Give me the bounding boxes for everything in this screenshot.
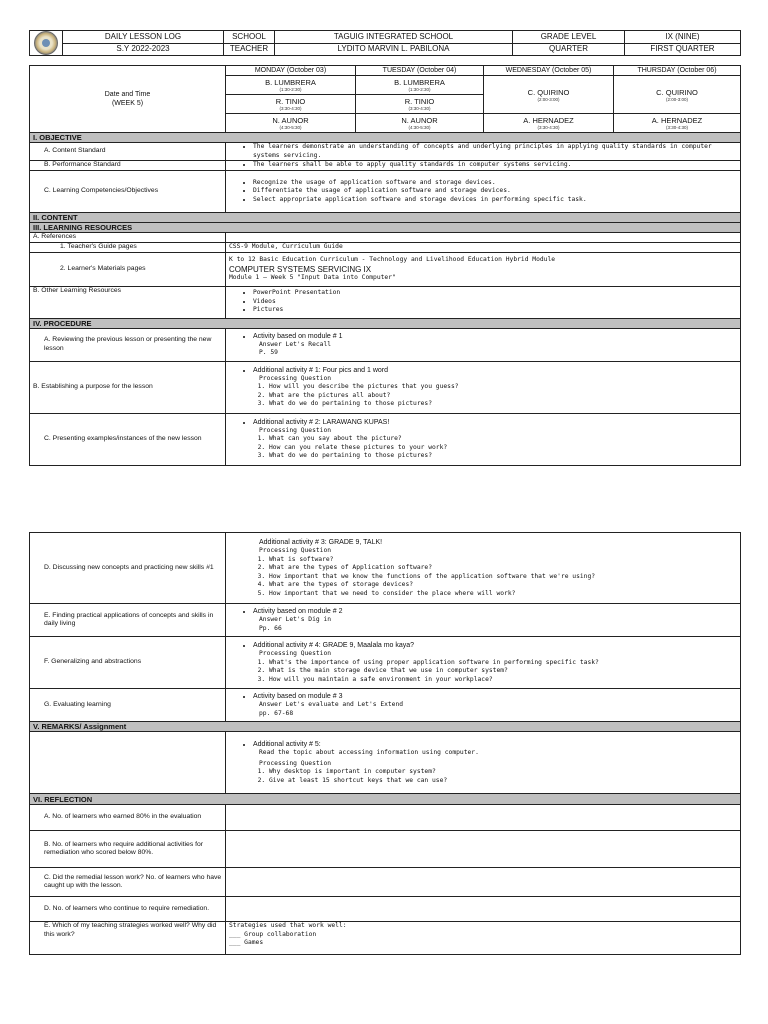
grade-label: GRADE LEVEL xyxy=(513,31,625,44)
header-table xyxy=(29,30,741,56)
list-item: • Activity based on module # 3 xyxy=(253,692,737,701)
list-item: 1. Why desktop is important in computer system? xyxy=(269,768,737,777)
section-name: B. LUMBRERA xyxy=(394,78,445,87)
remarks-heading: V. REMARKS/ Assignment xyxy=(30,722,741,732)
reflection-c-label: C. Did the remedial lesson work? No. of learners who have caught up with the lesson. xyxy=(30,868,226,897)
section-name: N. AUNOR xyxy=(401,116,438,125)
section-time: (3:30-4:30) xyxy=(537,125,560,130)
grade-value: IX (NINE) xyxy=(625,31,741,44)
reflection-b-label: B. No. of learners who require additional activities for remediation who scored below 80%. xyxy=(30,831,226,868)
school-logo-cell xyxy=(30,31,63,56)
references-value xyxy=(226,233,741,243)
teachers-guide-value: CSS-9 Module, Curriculum Guide xyxy=(226,242,741,252)
section-name: N. AUNOR xyxy=(272,116,309,125)
list-item: 3. What do we do pertaining to those pictures? xyxy=(269,452,737,461)
week-label: (WEEK 5) xyxy=(111,100,144,107)
line: Additional activity # 3: GRADE 9, TALK! xyxy=(259,539,383,546)
day-monday: MONDAY (October 03) xyxy=(226,66,356,76)
procedure-c-value xyxy=(226,413,741,465)
list-item: 1. How will you describe the pictures that you guess? xyxy=(269,383,737,392)
doc-title: DAILY LESSON LOG xyxy=(63,31,224,44)
procedure-d-value xyxy=(226,533,741,604)
list-item: 4. What are the types of storage devices? xyxy=(269,581,737,590)
line: Read the topic about accessing information using computer. xyxy=(259,749,479,756)
section-name: R. TINIO xyxy=(404,97,435,106)
procedure-f-value xyxy=(226,637,741,689)
procedure-g-label: G. Evaluating learning xyxy=(30,689,226,722)
remarks-label-cell xyxy=(30,732,226,794)
tue-slot-3 xyxy=(356,114,484,133)
list-item: 2. What are the pictures all about? xyxy=(269,392,737,401)
line: Pp. 66 xyxy=(259,624,282,632)
procedure-g-value xyxy=(226,689,741,722)
list-item: 5. How important that we need to consider the place where will work? xyxy=(269,590,737,599)
lesson-table-1 xyxy=(29,65,741,466)
content-heading: II. CONTENT xyxy=(30,213,741,223)
school-year: S.Y 2022-2023 xyxy=(63,43,224,56)
line: P. 59 xyxy=(259,349,278,356)
date-time-cell xyxy=(30,66,226,133)
teacher-value: LYDITO MARVIN L. PABILONA xyxy=(275,43,513,56)
section-time: (3:30-4:30) xyxy=(408,106,431,111)
list-item: • The learners shall be able to apply quality standards in computer systems servicing. xyxy=(253,161,737,170)
lm-line: K to 12 Basic Education Curriculum - Technology and Livelihood Education Hybrid Module xyxy=(229,256,556,263)
procedure-e-value xyxy=(226,604,741,637)
reflection-heading: VI. REFLECTION xyxy=(30,794,741,805)
section-name: A. HERNADEZ xyxy=(651,116,703,125)
section-name: C. QUIRINO xyxy=(527,87,570,97)
thu-slot-2 xyxy=(614,114,741,133)
list-item: • Recognize the usage of application software and storage devices. xyxy=(253,179,737,188)
sub-heading: Processing Question xyxy=(259,759,332,767)
list-item: • Additional activity # 5: xyxy=(253,740,737,749)
quarter-label: QUARTER xyxy=(513,43,625,56)
list-item: • Additional activity # 4: GRADE 9, Maalala mo kaya? xyxy=(253,641,737,650)
reflection-a-value xyxy=(226,805,741,831)
other-resources-value xyxy=(226,286,741,318)
line: Answer Let's Dig in xyxy=(259,616,332,623)
competencies-value xyxy=(226,171,741,213)
day-wednesday: WEDNESDAY (October 05) xyxy=(484,66,614,76)
section-time: (2:00-3:00) xyxy=(537,96,560,102)
section-time: (4:30-5:30) xyxy=(408,125,431,130)
sub-heading: Processing Question xyxy=(259,650,332,657)
sub-heading: Processing Question xyxy=(259,374,332,382)
section-time: (3:30-4:30) xyxy=(665,125,688,130)
competencies-label: C. Learning Competencies/Objectives xyxy=(30,171,226,213)
section-name: B. LUMBRERA xyxy=(265,78,316,87)
list-item: • Pictures xyxy=(253,306,737,315)
reflection-c-value xyxy=(226,868,741,897)
list-item: • Select appropriate application software and storage devices in performing specific task. xyxy=(253,196,737,205)
reflection-e-value xyxy=(226,922,741,955)
day-thursday: THURSDAY (October 06) xyxy=(614,66,741,76)
section-name: C. QUIRINO xyxy=(656,87,698,97)
list-item: 2. What is the main storage device that we use in computer system? xyxy=(269,667,737,676)
objective-heading: I. OBJECTIVE xyxy=(30,133,741,143)
thu-slot-1 xyxy=(614,76,741,114)
day-tuesday: TUESDAY (October 04) xyxy=(356,66,484,76)
list-item: 3. How will you maintain a safe environment in your workplace? xyxy=(269,676,737,685)
quarter-value: FIRST QUARTER xyxy=(625,43,741,56)
learners-materials-label: 2. Learner's Materials pages xyxy=(30,252,226,286)
line: ___ Group collaboration xyxy=(229,930,317,938)
section-time: (1:30-2:30) xyxy=(279,87,302,92)
sub-heading: Processing Question xyxy=(259,426,332,434)
section-time: (1:30-2:30) xyxy=(408,87,431,92)
section-time: (2:00-3:00) xyxy=(665,96,688,102)
section-name: A. HERNADEZ xyxy=(523,116,574,125)
school-value: TAGUIG INTEGRATED SCHOOL xyxy=(275,31,513,44)
lm-line: Module 1 – Week 5 "Input Data into Computer" xyxy=(229,273,396,281)
procedure-e-label: E. Finding practical applications of concepts and skills in daily living xyxy=(30,604,226,637)
list-item: • Activity based on module # 2 xyxy=(253,607,737,616)
line: ___ Games xyxy=(229,939,264,946)
learners-materials-value xyxy=(226,252,741,286)
reflection-d-label: D. No. of learners who continue to require remediation. xyxy=(30,897,226,922)
section-time: (3:30-4:30) xyxy=(279,106,302,111)
line: Strategies used that work well: xyxy=(229,922,347,929)
list-item: 2. What are the types of Application software? xyxy=(269,564,737,573)
list-item: 1. What is software? xyxy=(269,556,737,565)
procedure-c-label: C. Presenting examples/instances of the new lesson xyxy=(30,413,226,465)
list-item: 2. Give at least 15 shortcut keys that we can use? xyxy=(269,777,737,786)
mon-slot-3 xyxy=(226,114,356,133)
list-item: 3. How important that we know the functions of the application software that we're using? xyxy=(269,573,737,582)
page-one xyxy=(29,30,740,466)
learning-resources-heading: III. LEARNING RESOURCES xyxy=(30,223,741,233)
teachers-guide-label: 1. Teacher's Guide pages xyxy=(30,242,226,252)
list-item: 1. What's the importance of using proper application software in performing specific task? xyxy=(269,659,737,668)
wed-slot-2 xyxy=(484,114,614,133)
list-item: • PowerPoint Presentation xyxy=(253,289,737,298)
sub-heading: Processing Question xyxy=(259,547,332,554)
list-item: 2. How can you relate these pictures to your work? xyxy=(269,444,737,453)
procedure-heading: IV. PROCEDURE xyxy=(30,318,741,328)
procedure-b-label: B. Establishing a purpose for the lesson xyxy=(30,361,226,413)
list-item: • The learners demonstrate an understanding of concepts and underlying principles in applying quality standards in computer systems servicing. xyxy=(253,143,737,160)
list-item: • Additional activity # 2: LARAWANG KUPAS! xyxy=(253,418,737,427)
reflection-a-label: A. No. of learners who earned 80% in the evaluation xyxy=(30,805,226,831)
list-item: 1. What can you say about the picture? xyxy=(269,435,737,444)
school-label: SCHOOL xyxy=(224,31,275,44)
procedure-b-value xyxy=(226,361,741,413)
mon-slot-2 xyxy=(226,95,356,114)
date-label: Date and Time xyxy=(104,91,151,98)
list-item: • Additional activity # 1: Four pics and 1 word xyxy=(253,366,737,375)
content-standard-label: A. Content Standard xyxy=(30,143,226,161)
list-item: • Activity based on module # 1 xyxy=(253,332,737,341)
reflection-b-value xyxy=(226,831,741,868)
lm-line: COMPUTER SYSTEMS SERVICING IX xyxy=(229,264,372,274)
procedure-a-value xyxy=(226,328,741,361)
performance-standard-label: B. Performance Standard xyxy=(30,161,226,171)
procedure-d-label: D. Discussing new concepts and practicing new skills #1 xyxy=(30,533,226,604)
procedure-a-label: A. Reviewing the previous lesson or presenting the new lesson xyxy=(30,328,226,361)
tue-slot-2 xyxy=(356,95,484,114)
list-item: 3. What do we do pertaining to those pictures? xyxy=(269,400,737,409)
school-seal-icon xyxy=(34,31,58,55)
remarks-value xyxy=(226,732,741,794)
procedure-f-label: F. Generalizing and abstractions xyxy=(30,637,226,689)
references-label: A. References xyxy=(30,233,226,243)
list-item: • Differentiate the usage of application software and storage devices. xyxy=(253,187,737,196)
tue-slot-1 xyxy=(356,76,484,95)
lesson-table-2 xyxy=(29,532,741,955)
section-time: (4:30-5:30) xyxy=(279,125,302,130)
line: Answer Let's evaluate and Let's Extend xyxy=(259,701,404,708)
page-two xyxy=(29,532,740,955)
performance-standard-value xyxy=(226,161,741,171)
content-standard-value xyxy=(226,143,741,161)
reflection-e-label: E. Which of my teaching strategies worked well? Why did this work? xyxy=(30,922,226,955)
teacher-label: TEACHER xyxy=(224,43,275,56)
mon-slot-1 xyxy=(226,76,356,95)
line: pp. 67-68 xyxy=(259,709,294,717)
reflection-d-value xyxy=(226,897,741,922)
section-name: R. TINIO xyxy=(275,97,306,106)
wed-slot-1 xyxy=(484,76,614,114)
line: Answer Let's Recall xyxy=(259,340,332,348)
list-item: • Videos xyxy=(253,298,737,307)
other-resources-label: B. Other Learning Resources xyxy=(30,286,226,318)
